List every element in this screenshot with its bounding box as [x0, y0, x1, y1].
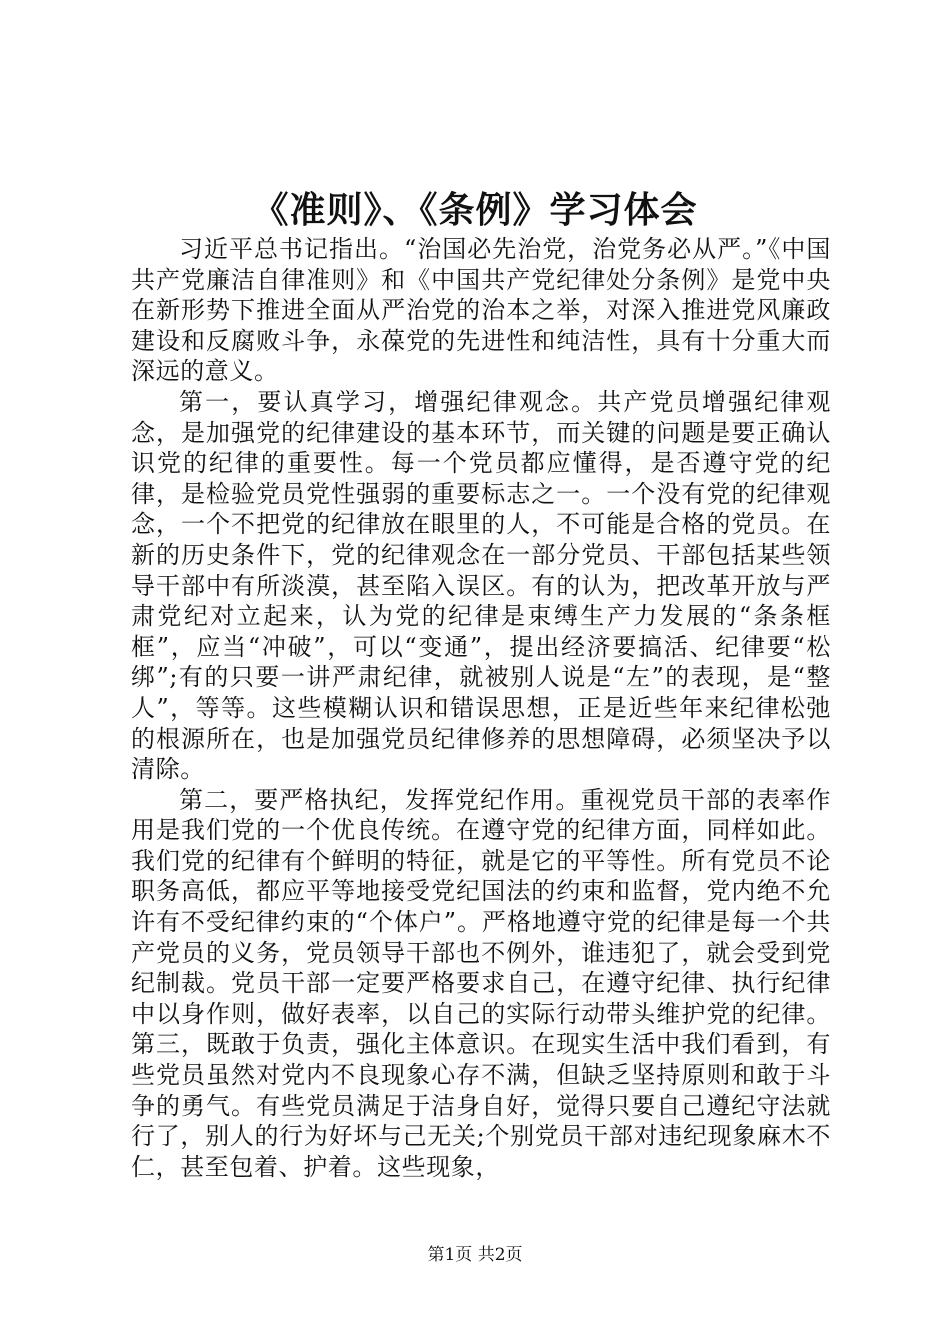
document-body — [131, 234, 831, 1182]
page-indicator: 第1页 共2页 — [427, 1245, 523, 1265]
paragraph-first-point: 第一，要认真学习，增强纪律观念。共产党员增强纪律观念，是加强党的纪律建设的基本环节，而关键的问题是要正确认识党的纪律的重要性。每一个党员都应懂得，是否遵守党的纪律，是检验党员党性强弱的重要标志之一。一个没有党的纪律观念，一个不把党的纪律放在眼里的人，不可能是合格的党员。在新的历史条件下，党的纪律观念在一部分党员、干部包括某些领导干部中有所淡漠，甚至陷入误区。有的认为，把改革开放与严肃党纪对立起来，认为党的纪律是束缚生产力发展的“条条框框”，应当“冲破”，可以“变通”，提出经济要搞活、纪律要“松绑”;有的只要一讲严肃纪律，就被别人说是“左”的表现，是“整人”，等等。这些模糊认识和错误思想，正是近些年来纪律松弛的根源所在，也是加强党员纪律修养的思想障碍，必须坚决予以清除。 — [131, 387, 831, 784]
paragraph-intro: 习近平总书记指出。“治国必先治党，治党务必从严。”《中国共产党廉洁自律准则》和《中国共产党纪律处分条例》是党中央在新形势下推进全面从严治党的治本之举，对深入推进党风廉政建设和反腐败斗争，永葆党的先进性和纯洁性，具有十分重大而深远的意义。 — [131, 235, 831, 386]
page-footer — [0, 1243, 950, 1267]
document-title: 《准则》、《条例》学习体会 — [252, 189, 698, 231]
paragraph-second-point: 第二，要严格执纪，发挥党纪作用。重视党员干部的表率作用是我们党的一个优良传统。在遵守党的纪律方面，同样如此。我们党的纪律有个鲜明的特征，就是它的平等性。所有党员不论职务高低，都应平等地接受党纪国法的约束和监督，党内绝不允许有不受纪律约束的“个体户”。严格地遵守党的纪律是每一个共产党员的义务，党员领导干部也不例外，谁违犯了，就会受到党纪制裁。党员干部一定要严格要求自己，在遵守纪律、执行纪律中以身作则，做好表率，以自己的实际行动带头维护党的纪律。第三，既敢于负责，强化主体意识。在现实生活中我们看到，有些党员虽然对党内不良现象心存不满，但缺乏坚持原则和敢于斗争的勇气。有些党员满足于洁身自好，觉得只要自己遵纪守法就行了，别人的行为好坏与己无关;个别党员干部对违纪现象麻木不仁，甚至包着、护着。这些现象， — [131, 785, 831, 1181]
